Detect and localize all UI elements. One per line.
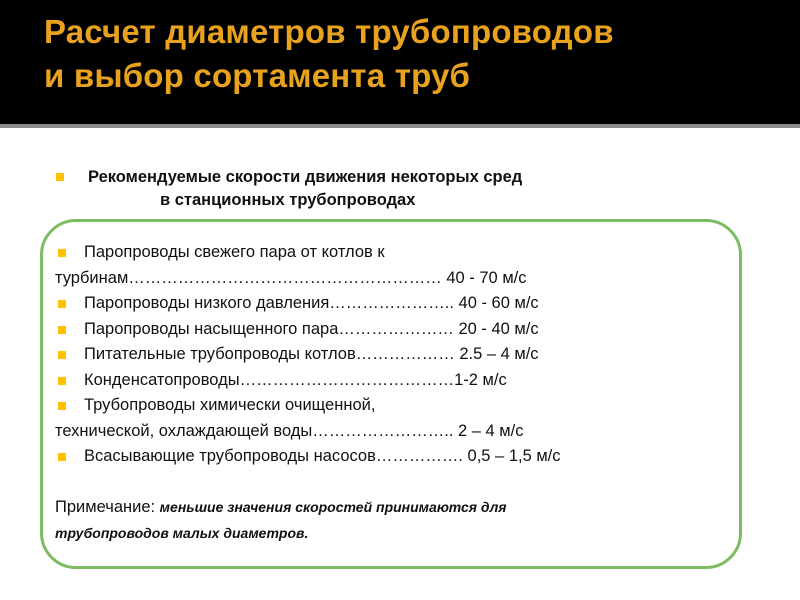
square-bullet-icon bbox=[58, 300, 66, 308]
list-item bbox=[55, 444, 725, 470]
footnote-text-line-1: меньшие значения скоростей принимаются для bbox=[159, 499, 507, 515]
item-text: Паропроводы свежего пара от котлов к bbox=[84, 243, 385, 261]
item-text: Паропроводы насыщенного пара………………… 20 - 40 м/с bbox=[84, 319, 539, 338]
square-bullet-icon bbox=[56, 173, 64, 181]
square-bullet-icon bbox=[58, 326, 66, 334]
square-bullet-icon bbox=[58, 351, 66, 359]
item-text: Конденсатопроводы…………………………………1-2 м/с bbox=[84, 370, 507, 389]
item-text: Питательные трубопроводы котлов……………… 2.5 – 4 м/с bbox=[84, 345, 539, 363]
title-divider bbox=[0, 124, 800, 128]
list-item bbox=[55, 393, 725, 444]
footnote-label: Примечание: bbox=[55, 498, 160, 516]
list-item bbox=[55, 368, 725, 394]
subtitle bbox=[56, 166, 522, 212]
list-item bbox=[55, 291, 725, 317]
item-continuation: турбинам………………………………………………… 40 - 70 м/с bbox=[55, 268, 527, 287]
title-bar bbox=[0, 0, 800, 124]
footnote-text-line-2: трубопроводов малых диаметров. bbox=[55, 525, 309, 541]
square-bullet-icon bbox=[58, 377, 66, 385]
speed-list bbox=[55, 240, 725, 470]
item-text: Паропроводы низкого давления………………….. 40 - 60 м/с bbox=[84, 294, 539, 312]
slide-title: Расчет диаметров трубопроводов и выбор сортамента труб bbox=[44, 13, 614, 94]
subtitle-line-1: Рекомендуемые скорости движения некоторых сред bbox=[88, 168, 523, 186]
item-text: Трубопроводы химически очищенной, bbox=[84, 396, 376, 414]
subtitle-line-2: в станционных трубопроводах bbox=[160, 191, 416, 209]
item-text: Всасывающие трубопроводы насосов……………. 0,5 – 1,5 м/с bbox=[84, 447, 561, 465]
square-bullet-icon bbox=[58, 453, 66, 461]
item-continuation: технической, охлаждающей воды…………………….. 2 – 4 м/с bbox=[55, 421, 524, 440]
list-item bbox=[55, 342, 725, 368]
square-bullet-icon bbox=[58, 402, 66, 410]
square-bullet-icon bbox=[58, 249, 66, 257]
list-item bbox=[55, 317, 725, 343]
list-item bbox=[55, 240, 725, 291]
footnote bbox=[55, 494, 725, 546]
